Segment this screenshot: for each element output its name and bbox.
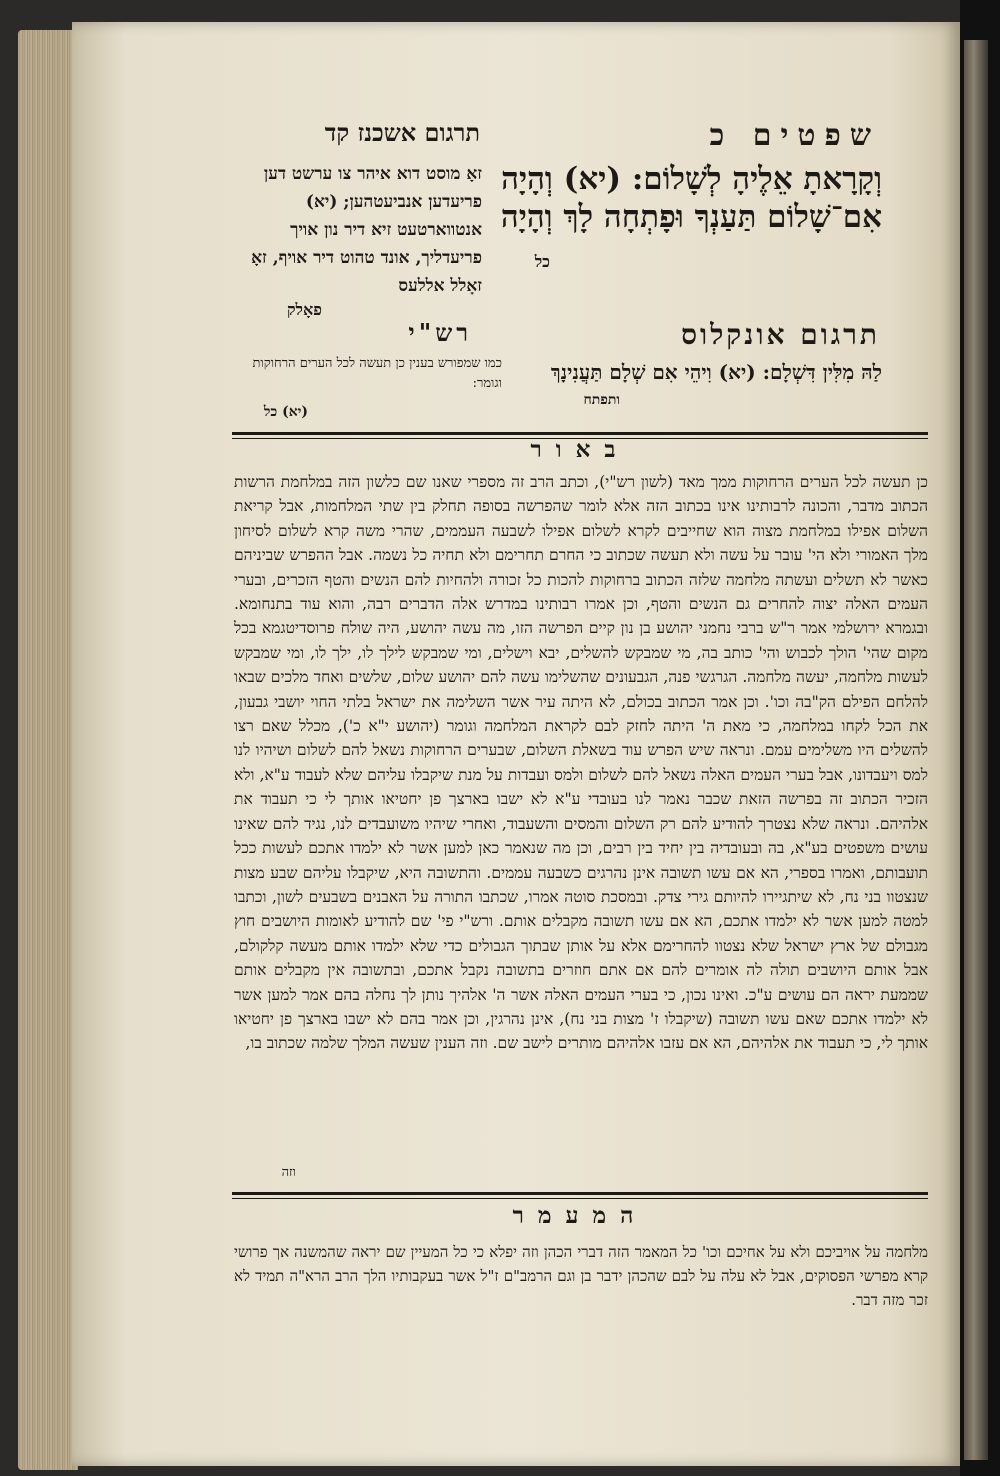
- section-divider-bottom-thin: [232, 1198, 928, 1199]
- book-chapter-header: שפטים כ: [709, 118, 880, 153]
- onkelos-catchword: ותפתח: [583, 392, 620, 408]
- targum-ashkenaz-header: תרגום אשכנז קד: [324, 118, 480, 147]
- rashi-catchword: (יא) כל: [263, 404, 308, 420]
- ashkenaz-catchword: פאָלק: [286, 300, 322, 319]
- facing-page-edge: [964, 40, 988, 1460]
- biur-title: באור: [530, 436, 630, 463]
- ashkenaz-translation-text: זאָ מוסט דוא איהר צו ערשט דען פריעדען אנביעטהען; (יא) אנטווארטעט זיא דיר נון אויך פריעדליך, אונד טהוט דיר אויף, זאָ זאָלל אללעס: [251, 164, 482, 296]
- onkelos-title: תרגום אונקלוס: [681, 318, 880, 351]
- biur-commentary-text: כן תעשה לכל הערים הרחוקות ממך מאד (לשון רש"י), וכתב הרב זה מספרי שאנו שם כלשון הזה במלחמת הרשות הכתוב מדבר, והכונה לרבותינו אינו בכתוב הזה אלא לומר שהפרשה בסופה תחלק בין שתי המלחמות, אבל קריאת השלום אפילו במלחמת מצוה הוא שחייבים לקרא לשלום אפילו לשבעה העממים, שהרי משה קרא לשלום לסיחון מלך האמורי ולא הי' עובר על עשה ולא תעשה שכתוב כי החרם תחרימם ולא תחיה כל נשמה. אבל ההפרש שביניהם כאשר לא תשלים ועשתה מלחמה שלזה הכתוב ברחוקות להכות כל זכורה ולהחיות להם הנשים והטף הזכרים, ובערי העמים האלה יצוה להחרים גם הנשים והטף, וכן אמרו רבותינו במדרש אלה הדברים רבה, והוא עוד בתנחומא. ובגמרא ירושלמי אמר ר"ש ברבי נחמני יהושע בן נון קיים הפרשה הזו, מה עשה יהושע, היה שולח פרוסדיטגמא בכל מקום שהי' הולך לכבוש והי' כותב בה, מי שמבקש להשלים, יבא וישלים, ומי שמבקש לילך לו, ילך לו, ומי שמבקש לעשות מלחמה, יעשה מלחמה. הגרגשי פנה, הגבעונים שהשלימו עשה להם יהושע שלום, שלשים ואחד מלכים שבאו להלחם הפילם הק"בה וכו'. וכן אמר הכתוב בכולם, לא היתה עיר אשר השלימה את ישראל בלתי החוי יושבי גבעון, את הכל לקחו במלחמה, כי מאת ה' היתה לחזק לבם לקראת המלחמה וגומר (יהושע י"א כ'), מכלל שאם רצו להשלים היו משלימים עמם. ונראה שיש הפרש עוד בשאלת השלום, שבערים הרחוקות נשאל להם לשלום ושיהיו לנו למס ויעבדונו, אבל בערי העמים האלה נשאל להם לשלום ולמס ועבדות על מנת שיקבלו עליהם שלא לעבוד ע"א, ולא הזכיר הכתוב זה בפרשה הזאת שכבר נאמר לנו בעובדי ע"א לא ישבו בארצך פן יחטיאו אותך לי כי תעבוד את אלהיהם. ונראה שלא נצטרך להודיע להם רק השלום והמסים והשעבוד, ואחרי שיהיו משועבדים לנו, נגיד להם שאינו עושים משפטים בע"א, בה ובעובדיה בין יחיד בין רבים, וכן מה שנאמר כאן למען אשר לא ילמדו אתכם לעשות ככל תועבותם, ואמרו בספרי, הא אם עשו תשובה אינן נהרגים כשבעה עממים. והתשובה היא, שיקבלו עליהם שבע מצות שנצטוו בני נח, לא שיתגיירו להיותם גירי צדק. ובמסכת סוטה אמרו, שכתבו התורה על האבנים בשבעים לשון, וכתבו למטה למען אשר לא ילמדו אתכם, הא אם עשו תשובה מקבלים אותם. ורש"י פי' שם להודיע לאומות היושבים חוץ מגבולם של ארץ ישראל שלא נצטוו להחרימם אלא על אותן שבתוך הגבולים כדי שלא ילמדו אותם מעשה קלקולם, אבל אותם היושבים תולה לה אומרים להם אם אתם חוזרים בתשובה נקבל אתכם, ובתשובה אין מקבלים אותם שממעת יראה הם עושים ע"כ. ואינו נכון, כי בערי העמים האלה אשר ה' אלהיך נותן לך נחלה בהם אמר למען אשר לא ילמדו אתכם שאם עשו תשובה (שיקבלו ז' מצות בני נח), אינן נהרגין, וכן אמר בהם לא ישבו בארצך פן יחטיאו אותך לי, כי תעבוד את אלהיהם, הא אם עזבו אלהיהם מותרים לישב שם. וזה הענין שעשה המלך שלמה שכתוב בו,: [234, 473, 928, 1053]
- section-divider-top: [232, 432, 928, 435]
- hameamer-title: המעמר: [512, 1202, 648, 1229]
- verse-catchword: כל: [534, 252, 550, 271]
- section-divider-bottom: [232, 1192, 928, 1195]
- onkelos-text: לַהּ מִלִּין דִּשְׁלָם: (יא) וִיהֵי אִם שְׁלָם תַּעֲנִינָךְ: [550, 360, 882, 384]
- biur-catchword: וזה: [281, 1165, 296, 1180]
- rashi-title: רש"י: [408, 318, 472, 347]
- verse-text: וְקָרָאתָ אֵלֶיהָ לְשָׁלוֹם: (יא) וְהָיָה אִם־שָׁלוֹם תַּעַנְךָ וּפָתְחָה לָךְ וְהָיָה: [500, 161, 882, 235]
- rashi-text: כמו שמפורש בענין כן תעשה לכל הערים הרחוקות וגומר:: [252, 356, 502, 391]
- hameamer-text: מלחמה על אויביכם ולא על אחיכם וכו' כל המאמר הזה דברי הכהן וזה יפלא כי כל המעיין שם יראה שהמשנה אך פרושי קרא מפרשי הפסוקים, אבל לא עלה על לבם שהכהן ידבר בן וגם הרמב"ם ז"ל אשר בעקבותיו הלך הרב הרא"ה תמיד לא זכר מזה דבר.: [234, 1243, 928, 1309]
- book-page-edges: [18, 30, 78, 1470]
